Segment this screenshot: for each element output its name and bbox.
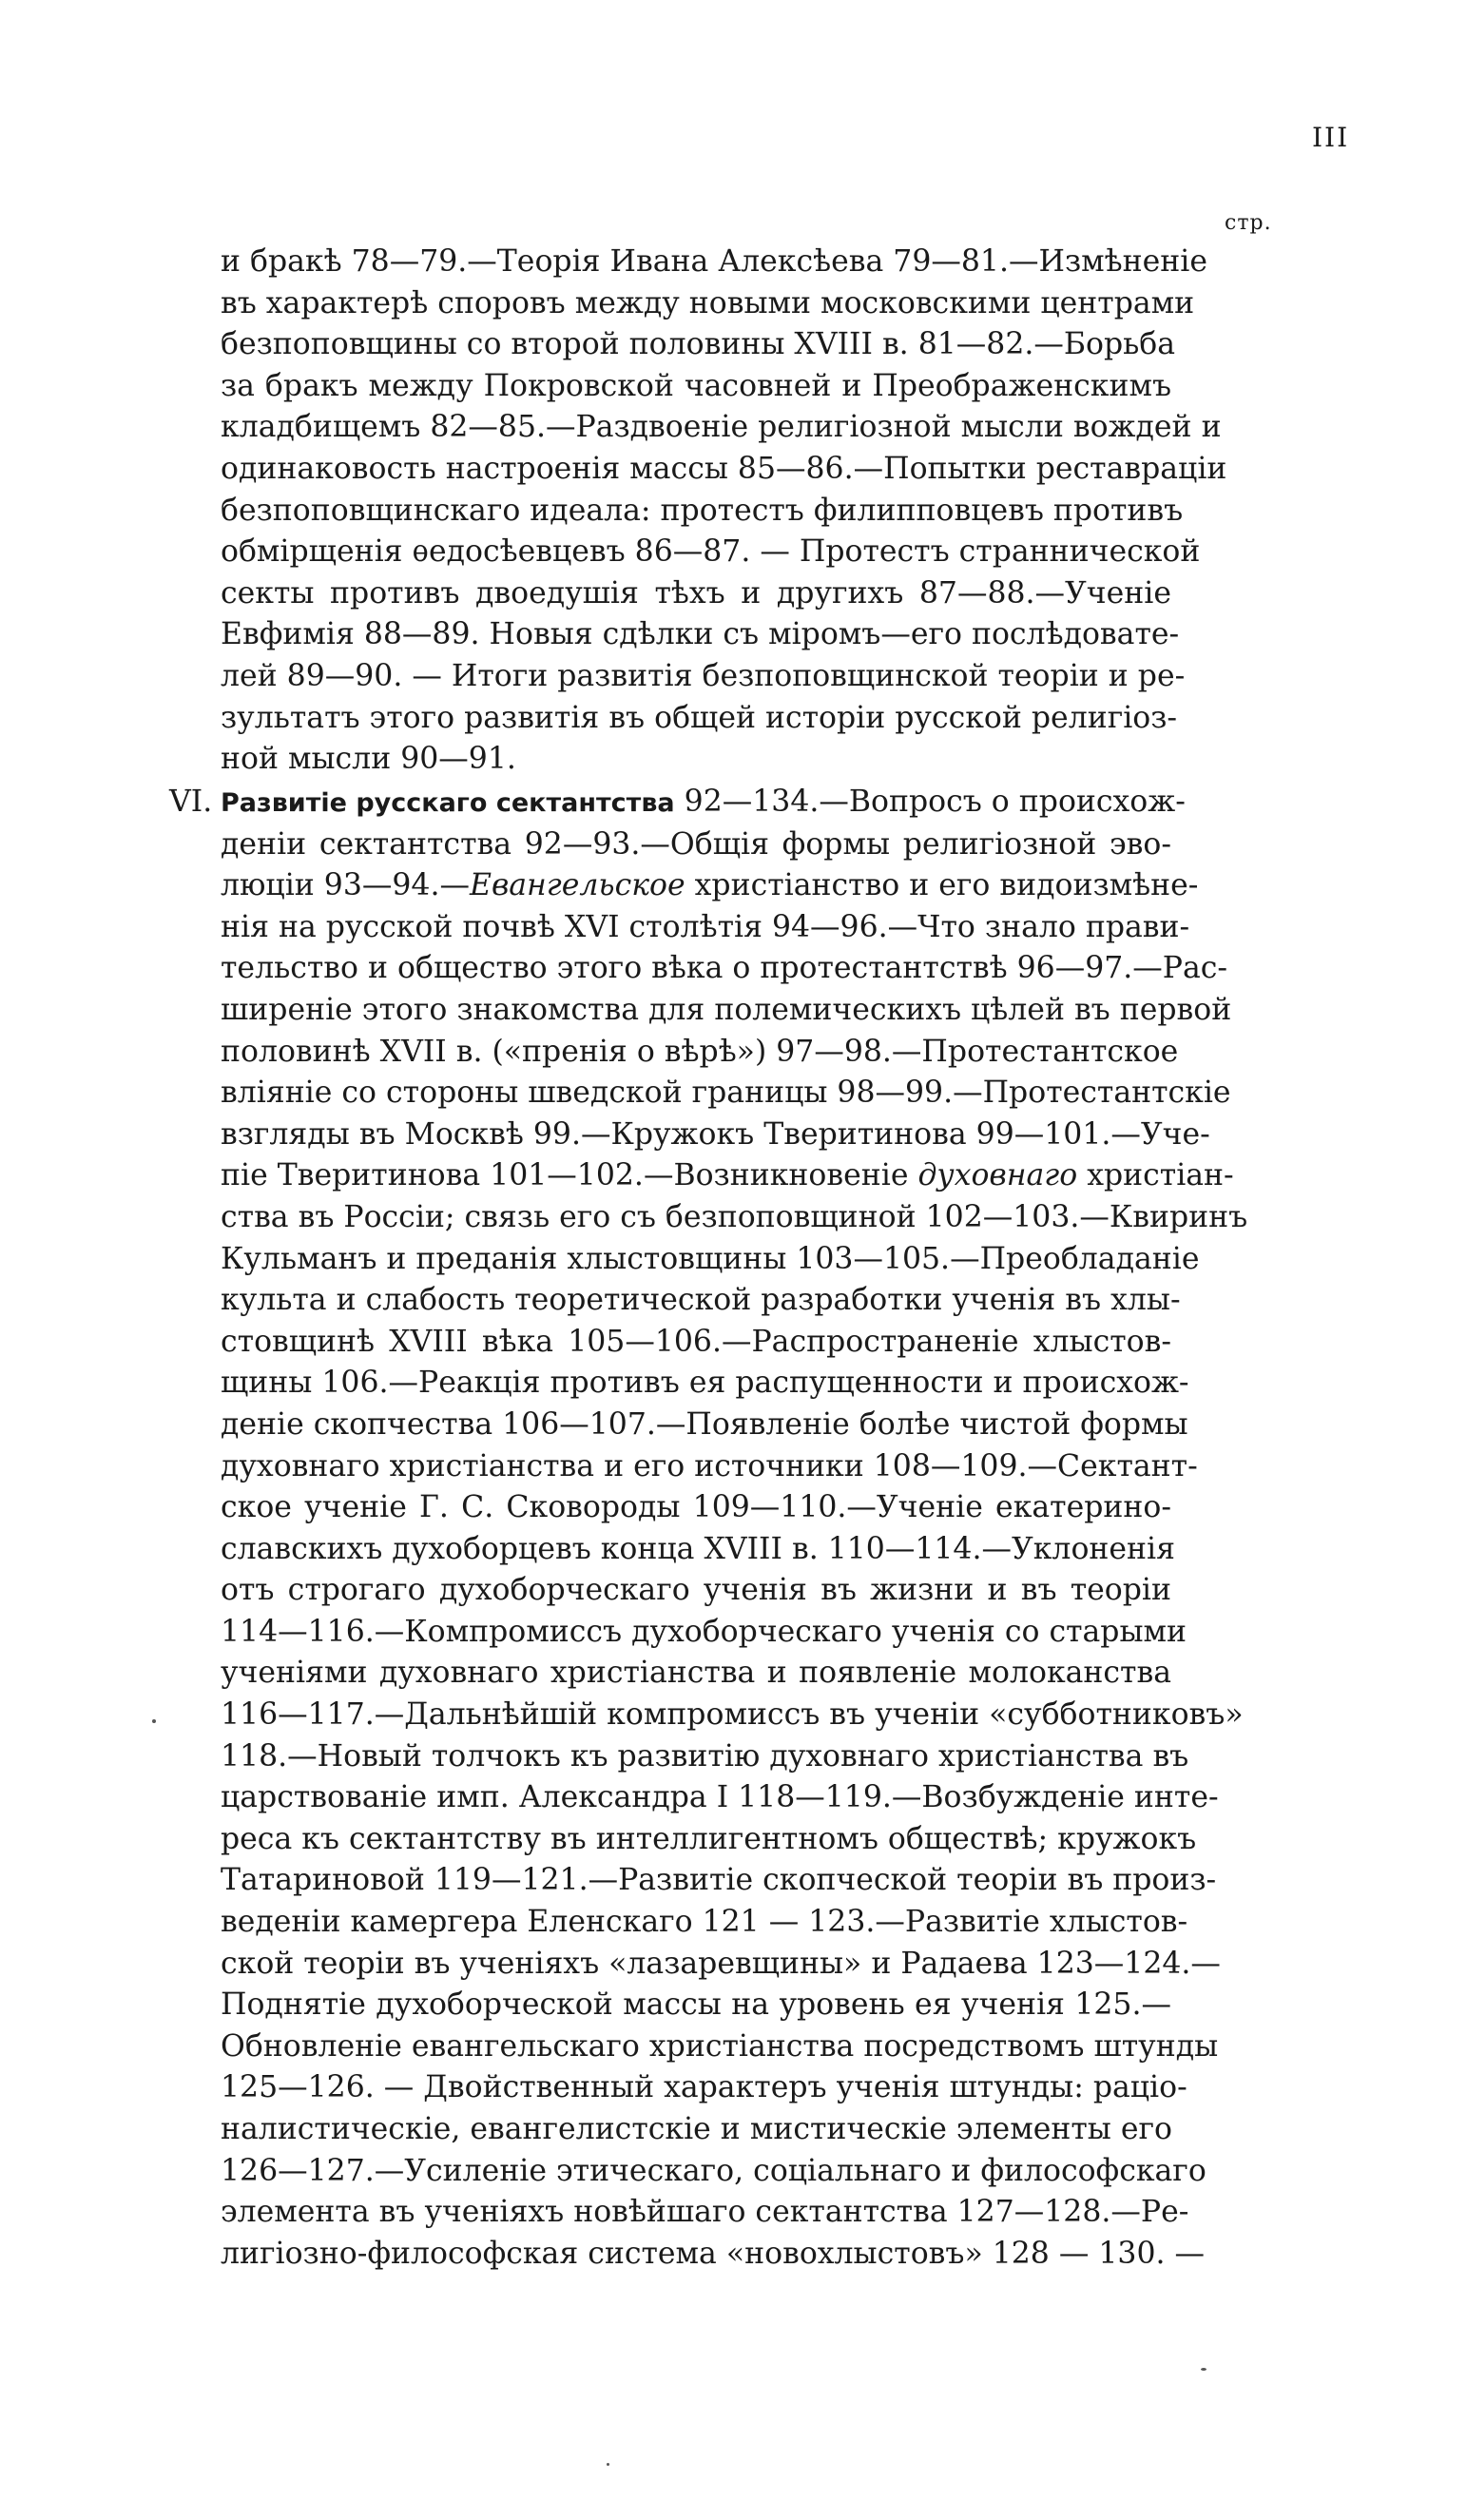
text-line: славскихъ духоборцевъ конца XVIII в. 110—114.—Уклоненія xyxy=(221,1531,1175,1566)
text-line: духовнаго христіанства и его источники 108—109.—Сектант- xyxy=(221,1448,1198,1483)
section-heading-pages: 92—134.—Вопросъ о происхож- xyxy=(674,785,1186,819)
text-line: и бракѣ 78—79.—Теорія Ивана Алексѣева 79—81.—Измѣненіе xyxy=(221,244,1207,279)
line-suffix: христіанство и его видоизмѣне- xyxy=(685,868,1199,903)
text-line xyxy=(221,1155,1234,1197)
text-line: 126—127.—Усиленіе этическаго, соціальнаго и философскаго xyxy=(221,2153,1206,2188)
text-line: половинѣ XVII в. («пренія о вѣрѣ») 97—98.—Протестантское xyxy=(221,1034,1179,1069)
text-line: царствованіе имп. Александра I 118—119.—Возбужденіе инте- xyxy=(221,1780,1219,1815)
continuation-paragraph xyxy=(221,242,1227,781)
text-line: вліяніе со стороны шведской границы 98—99.—Протестантскіе xyxy=(221,1076,1231,1111)
text-line: за бракъ между Покровской часовней и Преображенскимъ xyxy=(221,368,1171,403)
column-label: стр. xyxy=(1225,211,1272,235)
text-line: культа и слабость теоретической разработки ученія въ хлы- xyxy=(221,1283,1181,1318)
text-line: 118.—Новый толчокъ къ развитію духовнаго христіанства въ xyxy=(221,1738,1189,1774)
text-line: одинаковость настроенія массы 85—86.—Попытки реставраціи xyxy=(221,451,1227,486)
section-numeral: VI. xyxy=(169,785,213,819)
text-line: 125—126. — Двойственный характеръ ученія штунды: раціо- xyxy=(221,2070,1187,2105)
text-line: Поднятіе духоборческой массы на уровень ея ученія 125.— xyxy=(221,1987,1171,2023)
text-line: тельство и общество этого вѣка о протестантствѣ 96—97.—Рас- xyxy=(221,951,1228,986)
text-line: элемента въ ученіяхъ новѣйшаго сектантства 127—128.—Ре- xyxy=(221,2195,1189,2230)
text-line: деніе скопчества 106—107.—Появленіе болѣе чистой формы xyxy=(221,1406,1188,1442)
text-line: Кульманъ и преданія хлыстовщины 103—105.—Преобладаніе xyxy=(221,1241,1200,1276)
text-line: налистическіе, евангелистскіе и мистическіе элементы его xyxy=(221,2112,1172,2146)
text-line: лей 89—90. — Итоги развитія безпоповщинской теоріи и ре- xyxy=(221,658,1186,693)
text-line: ширеніе этого знакомства для полемическихъ цѣлей въ первой xyxy=(221,992,1232,1027)
text-line: Евфимія 88—89. Новыя сдѣлки съ міромъ—его послѣдовате- xyxy=(221,617,1180,652)
text-line: щины 106.—Реакція противъ ея распущенности и происхож- xyxy=(221,1366,1189,1401)
text-line: взгляды въ Москвѣ 99.—Кружокъ Тверитинова 99—101.—Уче- xyxy=(221,1116,1210,1152)
text-line: кладбищемъ 82—85.—Раздвоеніе религіозной мысли вождей и xyxy=(221,410,1222,445)
text-line: деніи сектантства 92—93.—Общія формы религіозной эво- xyxy=(221,826,1171,862)
text-line: отъ строгаго духоборческаго ученія въ жизни и въ теоріи xyxy=(221,1573,1171,1608)
text-line: реса къ сектантству въ интеллигентномъ обществѣ; кружокъ xyxy=(221,1821,1197,1856)
text-line: ной мысли 90—91. xyxy=(221,742,516,777)
text-line: 114—116.—Компромиссъ духоборческаго ученія со старыми xyxy=(221,1614,1187,1649)
text-line: Татариновой 119—121.—Развитіе скопческой теоріи въ произ- xyxy=(221,1863,1217,1898)
text-line xyxy=(221,865,1199,907)
italic-term: Евангельское xyxy=(469,868,685,903)
text-line: ства въ Россіи; связь его съ безпоповщиной 102—103.—Квиринъ xyxy=(221,1199,1248,1234)
text-line: веденіи камергера Еленскаго 121 — 123.—Развитіе хлыстов- xyxy=(221,1905,1188,1940)
text-line: лигіозно-философская система «новохлыстовъ» 128 — 130. — xyxy=(221,2236,1206,2271)
section-heading: Развитіе русскаго сектантства xyxy=(221,788,675,818)
text-line: ской теоріи въ ученіяхъ «лазаревщины» и Радаева 123—124.— xyxy=(221,1946,1221,1981)
text-line: безпоповщины со второй половины XVIII в. 81—82.—Борьба xyxy=(221,327,1176,362)
text-line: стовщинѣ XVIII вѣка 105—106.—Распространеніе хлыстов- xyxy=(221,1324,1171,1359)
print-speck xyxy=(152,1719,156,1723)
text-line xyxy=(221,782,1186,824)
italic-term: духовнаго xyxy=(917,1158,1078,1193)
text-line: въ характерѣ споровъ между новыми московскими центрами xyxy=(221,285,1195,320)
text-line: ское ученіе Г. С. Сковороды 109—110.—Ученіе екатерино- xyxy=(221,1490,1171,1525)
text-line: обмірщенія ѳедосѣевцевъ 86—87. — Протестъ страннической xyxy=(221,534,1201,570)
page-number: III xyxy=(1312,122,1350,153)
print-speck xyxy=(607,2463,609,2466)
text-line: ученіями духовнаго христіанства и появленіе молоканства xyxy=(221,1656,1171,1691)
text-line: Обновленіе евангельскаго христіанства посредствомъ штунды xyxy=(221,2028,1219,2064)
text-line: безпоповщинскаго идеала: протестъ филипповцевъ противъ xyxy=(221,493,1184,528)
print-speck xyxy=(1201,2368,1206,2371)
text-line: 116—117.—Дальнѣйшій компромиссъ въ ученіи «субботниковъ» xyxy=(221,1697,1244,1733)
line-prefix: піе Тверитинова 101—102.—Возникновеніе xyxy=(221,1158,918,1193)
line-suffix: христіан- xyxy=(1077,1158,1234,1193)
text-line: зультатъ этого развитія въ общей исторіи русской религіоз- xyxy=(221,700,1178,735)
text-line: нія на русской почвѣ XVI столѣтія 94—96.—Что знало прави- xyxy=(221,909,1190,944)
line-prefix: люціи 93—94.— xyxy=(221,868,470,903)
text-line: секты противъ двоедушія тѣхъ и другихъ 87—88.—Ученіе xyxy=(221,575,1171,611)
section-vi-paragraph xyxy=(221,782,1248,2275)
